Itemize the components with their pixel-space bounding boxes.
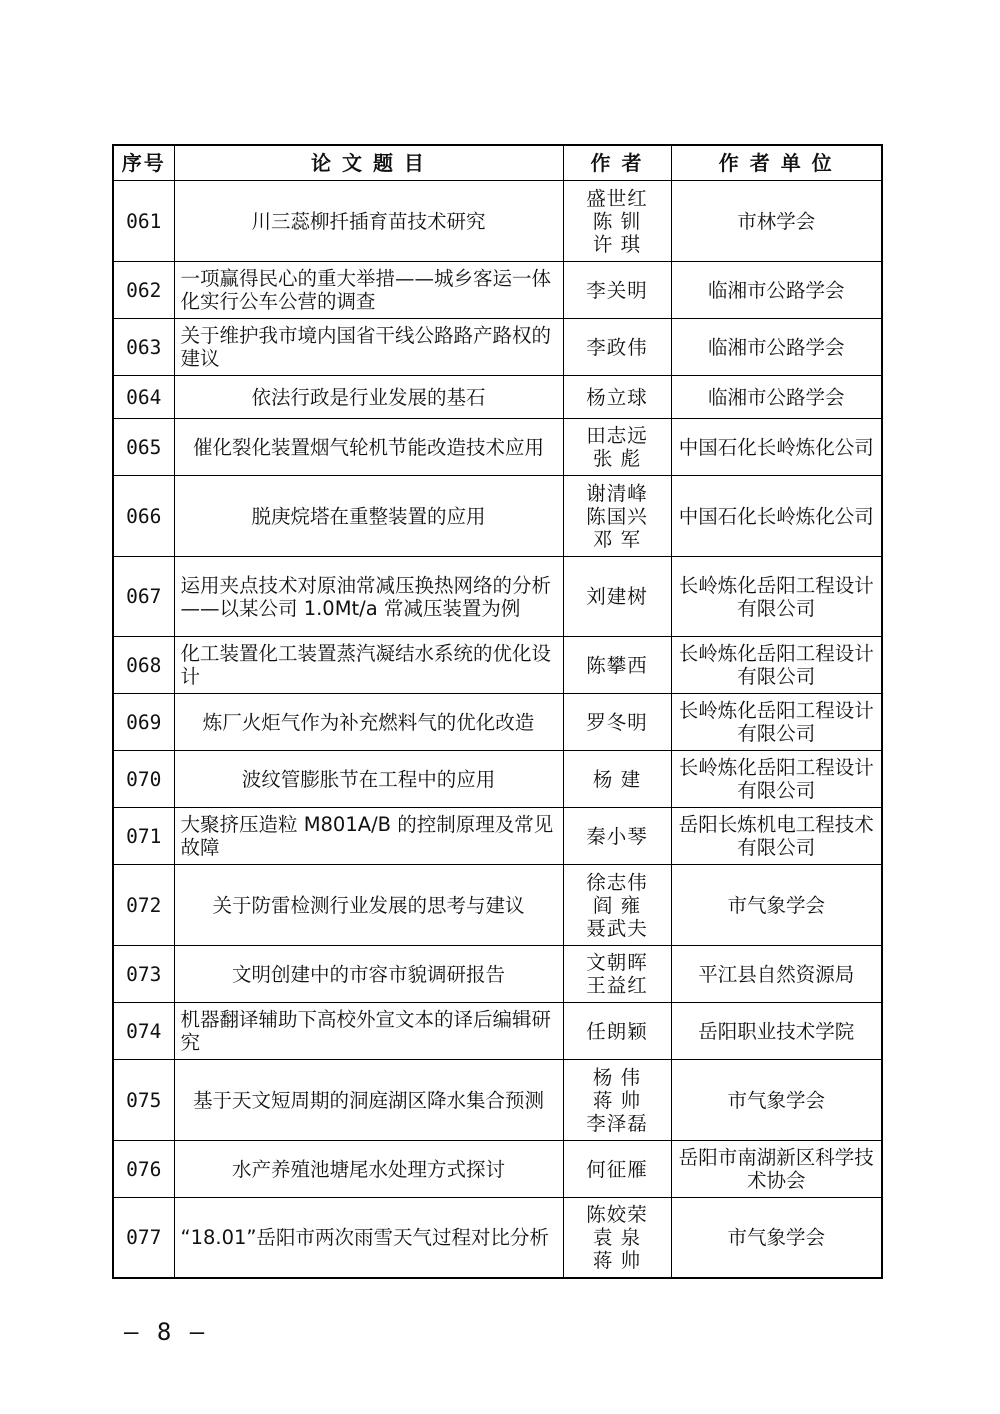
row-seq: 062	[113, 262, 174, 319]
row-title: “18.01”岳阳市两次雨雪天气过程对比分析	[174, 1198, 563, 1278]
row-title: 一项赢得民心的重大举措——城乡客运一体化实行公车公营的调查	[174, 262, 563, 319]
row-title: 川三蕊柳扦插育苗技术研究	[174, 181, 563, 262]
header-seq: 序号	[113, 145, 174, 181]
row-seq: 069	[113, 694, 174, 751]
row-title: 化工装置化工装置蒸汽凝结水系统的优化设计	[174, 637, 563, 694]
table-row	[113, 751, 882, 808]
row-seq: 072	[113, 865, 174, 946]
table-row	[113, 557, 882, 637]
row-author: 秦小琴	[563, 808, 671, 865]
table-row	[113, 476, 882, 557]
table-row	[113, 181, 882, 262]
table-row	[113, 1198, 882, 1278]
row-seq: 073	[113, 946, 174, 1003]
row-seq: 075	[113, 1060, 174, 1141]
row-unit: 长岭炼化岳阳工程设计有限公司	[671, 637, 882, 694]
table-row	[113, 419, 882, 476]
row-author: 文朝晖 王益红	[563, 946, 671, 1003]
row-unit: 平江县自然资源局	[671, 946, 882, 1003]
row-title: 炼厂火炬气作为补充燃料气的优化改造	[174, 694, 563, 751]
row-unit: 岳阳长炼机电工程技术有限公司	[671, 808, 882, 865]
row-unit: 市气象学会	[671, 865, 882, 946]
table-row	[113, 1060, 882, 1141]
row-author: 任朗颖	[563, 1003, 671, 1060]
row-unit: 岳阳市南湖新区科学技术协会	[671, 1141, 882, 1198]
row-unit: 临湘市公路学会	[671, 319, 882, 376]
row-title: 关于维护我市境内国省干线公路路产路权的建议	[174, 319, 563, 376]
row-unit: 市林学会	[671, 181, 882, 262]
row-unit: 长岭炼化岳阳工程设计有限公司	[671, 557, 882, 637]
row-seq: 076	[113, 1141, 174, 1198]
row-seq: 066	[113, 476, 174, 557]
table-row	[113, 1141, 882, 1198]
row-title: 基于天文短周期的洞庭湖区降水集合预测	[174, 1060, 563, 1141]
papers-table	[112, 144, 883, 1279]
row-author: 陈姣荣 袁 泉 蒋 帅	[563, 1198, 671, 1278]
row-title: 水产养殖池塘尾水处理方式探讨	[174, 1141, 563, 1198]
row-unit: 市气象学会	[671, 1198, 882, 1278]
row-unit: 长岭炼化岳阳工程设计有限公司	[671, 751, 882, 808]
row-unit: 临湘市公路学会	[671, 376, 882, 419]
row-unit: 岳阳职业技术学院	[671, 1003, 882, 1060]
row-seq: 071	[113, 808, 174, 865]
header-author: 作 者	[563, 145, 671, 181]
row-seq: 061	[113, 181, 174, 262]
row-title: 脱庚烷塔在重整装置的应用	[174, 476, 563, 557]
row-author: 李关明	[563, 262, 671, 319]
row-seq: 065	[113, 419, 174, 476]
table-row	[113, 637, 882, 694]
row-author: 杨 伟 蒋 帅 李泽磊	[563, 1060, 671, 1141]
row-title: 文明创建中的市容市貌调研报告	[174, 946, 563, 1003]
row-seq: 063	[113, 319, 174, 376]
row-seq: 067	[113, 557, 174, 637]
header-unit: 作 者 单 位	[671, 145, 882, 181]
row-author: 徐志伟 阎 雍 聂武夫	[563, 865, 671, 946]
row-seq: 068	[113, 637, 174, 694]
row-author: 杨 建	[563, 751, 671, 808]
row-title: 运用夹点技术对原油常减压换热网络的分析——以某公司 1.0Mt/a 常减压装置为例	[174, 557, 563, 637]
row-title: 关于防雷检测行业发展的思考与建议	[174, 865, 563, 946]
row-title: 机器翻译辅助下高校外宣文本的译后编辑研究	[174, 1003, 563, 1060]
table-row	[113, 262, 882, 319]
row-author: 谢清峰 陈国兴 邓 军	[563, 476, 671, 557]
row-author: 盛世红 陈 钏 许 琪	[563, 181, 671, 262]
row-unit: 临湘市公路学会	[671, 262, 882, 319]
row-unit: 中国石化长岭炼化公司	[671, 476, 882, 557]
table-header-row	[113, 145, 882, 181]
row-author: 何征雁	[563, 1141, 671, 1198]
row-author: 杨立球	[563, 376, 671, 419]
row-seq: 074	[113, 1003, 174, 1060]
row-unit: 长岭炼化岳阳工程设计有限公司	[671, 694, 882, 751]
row-title: 波纹管膨胀节在工程中的应用	[174, 751, 563, 808]
row-unit: 中国石化长岭炼化公司	[671, 419, 882, 476]
table-body	[113, 181, 882, 1278]
page-number: – 8 –	[124, 1318, 207, 1346]
row-author: 李政伟	[563, 319, 671, 376]
row-seq: 077	[113, 1198, 174, 1278]
table-row	[113, 946, 882, 1003]
row-title: 依法行政是行业发展的基石	[174, 376, 563, 419]
row-title: 大聚挤压造粒 M801A/B 的控制原理及常见故障	[174, 808, 563, 865]
row-seq: 070	[113, 751, 174, 808]
row-author: 罗冬明	[563, 694, 671, 751]
header-title: 论 文 题 目	[174, 145, 563, 181]
table-row	[113, 376, 882, 419]
row-author: 陈攀西	[563, 637, 671, 694]
table-row	[113, 319, 882, 376]
row-seq: 064	[113, 376, 174, 419]
row-unit: 市气象学会	[671, 1060, 882, 1141]
row-author: 田志远 张 彪	[563, 419, 671, 476]
row-title: 催化裂化装置烟气轮机节能改造技术应用	[174, 419, 563, 476]
table-row	[113, 694, 882, 751]
table-row	[113, 1003, 882, 1060]
row-author: 刘建树	[563, 557, 671, 637]
table-row	[113, 808, 882, 865]
table-row	[113, 865, 882, 946]
